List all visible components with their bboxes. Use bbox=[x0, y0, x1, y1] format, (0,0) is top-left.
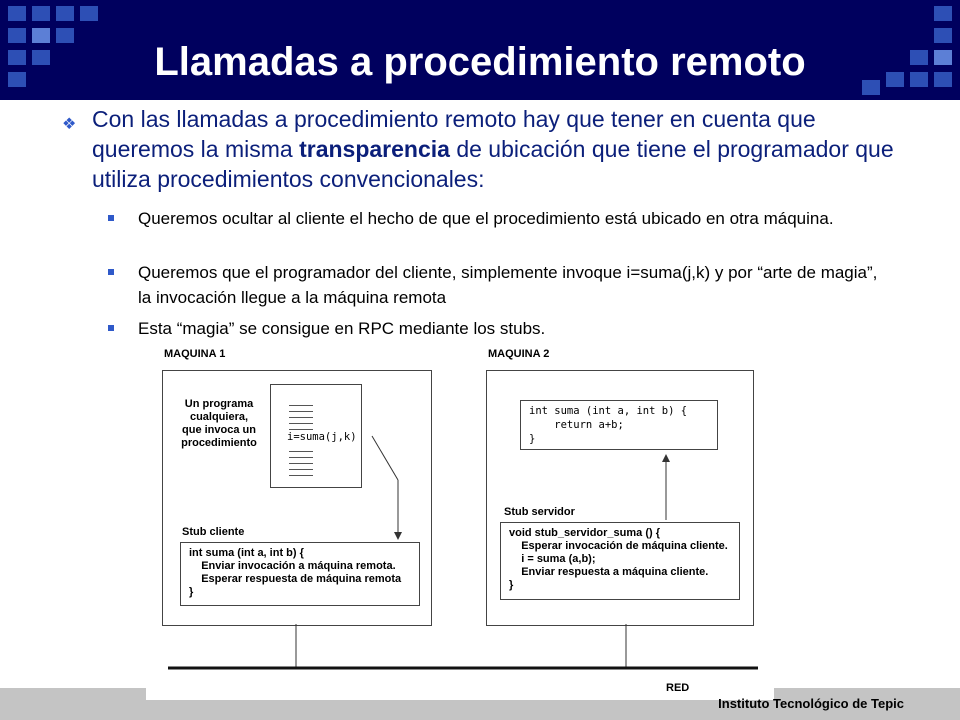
sub-bullet-text: Queremos que el programador del cliente, simplemente invoque i=suma(j,k) y por “arte de magia”, la invocación llegue a la máquina remota bbox=[138, 263, 878, 307]
slide-title: Llamadas a procedimiento remoto bbox=[154, 40, 806, 84]
machine2-label: MAQUINA 2 bbox=[488, 348, 550, 360]
square-bullet-icon bbox=[108, 325, 114, 331]
decor-square bbox=[8, 6, 26, 21]
square-bullet-icon bbox=[108, 269, 114, 275]
stub-server-box: void stub_servidor_suma () { Esperar invocación de máquina cliente. i = suma (a,b); Enviar respuesta a máquina cliente. } bbox=[500, 522, 740, 600]
sub-bullet bbox=[108, 260, 878, 310]
square-bullet-icon bbox=[108, 215, 114, 221]
bold-term: transparencia bbox=[299, 136, 450, 162]
network-label: RED bbox=[666, 682, 690, 694]
stub-client-box: int suma (int a, int b) { Enviar invocación a máquina remota. Esperar respuesta de máquina remota } bbox=[180, 542, 420, 606]
sub-bullet bbox=[108, 206, 878, 231]
decor-square bbox=[32, 6, 50, 21]
server-procedure-box: int suma (int a, int b) { return a+b; } bbox=[520, 400, 718, 450]
arrows-svg bbox=[146, 340, 774, 700]
stub-client-label: Stub cliente bbox=[182, 526, 245, 538]
main-bullet-text: Con las llamadas a procedimiento remoto hay que tener en cuenta que queremos la misma transparencia de ubicación que tiene el programador que utiliza procedimientos convencionales: bbox=[92, 106, 894, 192]
sub-bullet bbox=[108, 316, 878, 341]
footer-text: Instituto Tecnológico de Tepic bbox=[718, 696, 904, 711]
main-bullet bbox=[62, 104, 922, 194]
rpc-diagram bbox=[146, 340, 774, 700]
decor-square bbox=[56, 6, 74, 21]
sub-bullet-text: Esta “magia” se consigue en RPC mediante los stubs. bbox=[138, 319, 546, 338]
program-label: Un programa cualquiera, que invoca un procedimiento bbox=[181, 398, 257, 449]
diamond-bullet-icon: ❖ bbox=[62, 116, 77, 133]
call-text: i=suma(j,k) bbox=[287, 431, 357, 443]
stub-server-label: Stub servidor bbox=[504, 506, 575, 518]
decor-square bbox=[80, 6, 98, 21]
decor-square bbox=[934, 6, 952, 21]
machine1-label: MAQUINA 1 bbox=[164, 348, 226, 360]
sub-bullet-text: Queremos ocultar al cliente el hecho de que el procedimiento está ubicado en otra máquina. bbox=[138, 209, 834, 228]
